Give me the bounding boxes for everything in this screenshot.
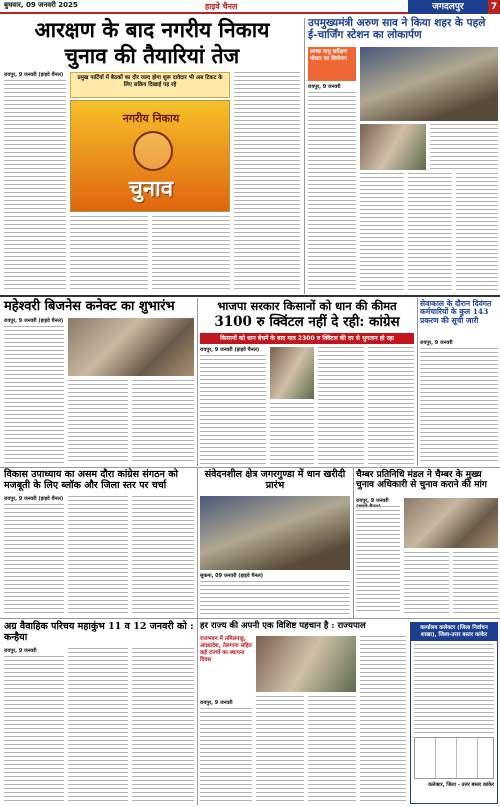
- government-notice: [410, 622, 498, 804]
- column-rule: [417, 298, 418, 466]
- charging-photo: [360, 47, 498, 121]
- paddy-dateline: रायपुर, 9 जनवरी (हाइवे चैनल): [200, 347, 260, 353]
- paper-name: हाइवे चैनल: [205, 2, 238, 11]
- governor-body-col4: [360, 636, 406, 804]
- paddy-body-col2: [270, 403, 314, 464]
- main-subhead: प्रमुख पार्टियों में बैठकों का दौर जल्द होगा शुरू दावेदार भी अब टिकट के लिए सक्रिय दिखाई पड़ रहे: [70, 72, 230, 98]
- main-body-col3: [152, 216, 230, 292]
- congress-headline: विकास उपाध्याय का असम दौरा कांग्रेस संगठन को मजबूती के लिए ब्लॉक और जिला स्तर पर चर्चा: [4, 469, 179, 491]
- main-body-col1: [4, 80, 66, 292]
- paddy-headline-line1: भाजपा सरकार किसानों को धान की कीमत: [217, 299, 397, 313]
- chamber-body-col3: [453, 552, 498, 614]
- paddy-headline-line2: 3100 रु क्विंटल नहीं दे रही: कांग्रेस: [214, 314, 400, 330]
- edition-city: जगदलपुर: [408, 0, 488, 14]
- section-divider: [0, 295, 500, 297]
- marriage-dateline: रायपुर, 9 जनवरी: [4, 648, 37, 654]
- charging-body-col2: [360, 173, 404, 292]
- page-number: 7: [488, 0, 500, 14]
- charging-body-col4b: [456, 173, 498, 292]
- staff-body: [420, 348, 498, 464]
- main-body-col4: [234, 72, 300, 292]
- charging-body-col4a: [430, 124, 498, 170]
- jagargunda-headline: संवेदनशील क्षेत्र जगरगुण्डा में धान खरीदी प्रारंभ: [204, 469, 346, 491]
- charging-body-col3: [408, 173, 452, 292]
- marriage-headline: अग्र वैवाहिक परिचय महाकुंभ 11 व 12 जनवरी को : कन्हैया: [4, 621, 194, 643]
- graphic-word: चुनाव: [128, 177, 174, 202]
- main-headline-line2: चुनाव की तैयारियां तेज: [64, 43, 240, 68]
- governor-headline: हर राज्य की अपनी एक विशिष्ट पहचान है : राज्यपाल: [200, 621, 366, 631]
- paddy-body-col1: [200, 355, 266, 464]
- main-dateline: रायपुर, 9 जनवरी (हाइवे चैनल): [4, 72, 64, 78]
- notice-body: [414, 644, 494, 734]
- congress-body-col2: [68, 496, 128, 614]
- main-body-col2: [70, 216, 148, 292]
- charging-photo-small: [360, 124, 426, 170]
- charging-headline: उपमुख्यमंत्री अरुण साव ने किया शहर के पहले ई-चार्जिंग स्टेशन का लोकार्पण: [308, 17, 486, 41]
- governor-body-col2: [256, 696, 304, 804]
- congress-body-col3: [132, 496, 194, 614]
- charging-dateline: रायपुर, 9 जनवरी: [308, 84, 341, 90]
- ballot-icon: [133, 131, 173, 171]
- governor-body-col3: [308, 696, 356, 804]
- column-rule: [353, 468, 354, 618]
- column-rule: [197, 468, 198, 618]
- paddy-body-col4: [368, 347, 414, 464]
- section-divider: [0, 467, 500, 468]
- business-body-col2: [68, 380, 128, 464]
- charging-kicker: स्वच्छ वायु सर्वेक्षण पोस्टर का विमोचन: [308, 47, 356, 81]
- chamber-dateline: रायपुर, 9 जनवरी: [356, 498, 389, 504]
- business-body-col3: [132, 380, 194, 464]
- chamber-headline: चैम्बर प्रतिनिधि मंडल ने चैम्बर के मुख्य चुनाव अधिकारी से चुनाव कराने की मांग: [356, 470, 487, 491]
- main-headline-line1: आरक्षण के बाद नगरीय निकाय: [34, 17, 270, 42]
- jagargunda-caption: सुकमा, 09 जनवरी (हाइवे चैनल): [200, 573, 264, 579]
- column-rule: [304, 18, 305, 294]
- notice-table: [414, 737, 494, 779]
- paddy-portrait: [270, 347, 314, 399]
- business-headline: महेश्वरी बिजनेस कनेक्ट का शुभारंभ: [4, 299, 175, 314]
- charging-body-col1: [308, 92, 356, 292]
- staff-dateline: रायपुर, 9 जनवरी: [420, 340, 453, 346]
- election-graphic: [70, 100, 230, 212]
- graphic-title: नगरीय निकाय: [122, 112, 180, 125]
- chamber-body-col2: [404, 552, 449, 614]
- governor-photo: [256, 636, 356, 692]
- governor-body-col1: [200, 708, 252, 804]
- jagargunda-body: [200, 581, 350, 614]
- marriage-body-col2: [68, 648, 128, 804]
- business-dateline: रायपुर, 9 जनवरी (हाइवे चैनल): [4, 318, 64, 324]
- chamber-body-col1: [356, 506, 400, 614]
- paddy-strap: किसानों को धान बेचने के बाद मात्र 2300 रु क्विंटल की दर से भुगतान हो रहा: [200, 333, 414, 344]
- jagargunda-photo: [200, 496, 350, 570]
- section-divider: [0, 618, 500, 619]
- notice-footer: कलेक्टर, जिला - उत्तर बस्तर कांकेर: [428, 782, 494, 789]
- business-photo: [68, 318, 194, 376]
- business-body-col1: [4, 326, 64, 464]
- congress-body-col1: [4, 504, 64, 614]
- marriage-body-col3: [132, 648, 194, 804]
- issue-date: बुधवार, 09 जनवरी 2025: [4, 1, 78, 9]
- staff-headline: सेवाकाल के दौरान दिवंगत कर्मचारियों के कुल 143 प्रकरण की सूची जारी: [420, 299, 492, 325]
- column-rule: [197, 619, 198, 805]
- column-rule: [197, 298, 198, 466]
- chamber-photo: [404, 498, 498, 548]
- notice-title: कार्यालय कलेक्टर (जिला निर्वाचन शाखा), जिला-उत्तर बस्तर कांकेर: [411, 623, 497, 641]
- governor-subhead: राजभवन में तमिलनाडु, आंध्रप्रदेश, तेलंगाना सहित कई राज्यों का स्थापना दिवस: [200, 636, 252, 664]
- masthead: [0, 0, 500, 14]
- marriage-body-col1: [4, 656, 64, 804]
- paddy-body-col3: [318, 347, 364, 464]
- congress-dateline: रायपुर, 9 जनवरी (हाइवे चैनल): [4, 496, 64, 502]
- governor-dateline: रायपुर, 9 जनवरी: [200, 700, 233, 706]
